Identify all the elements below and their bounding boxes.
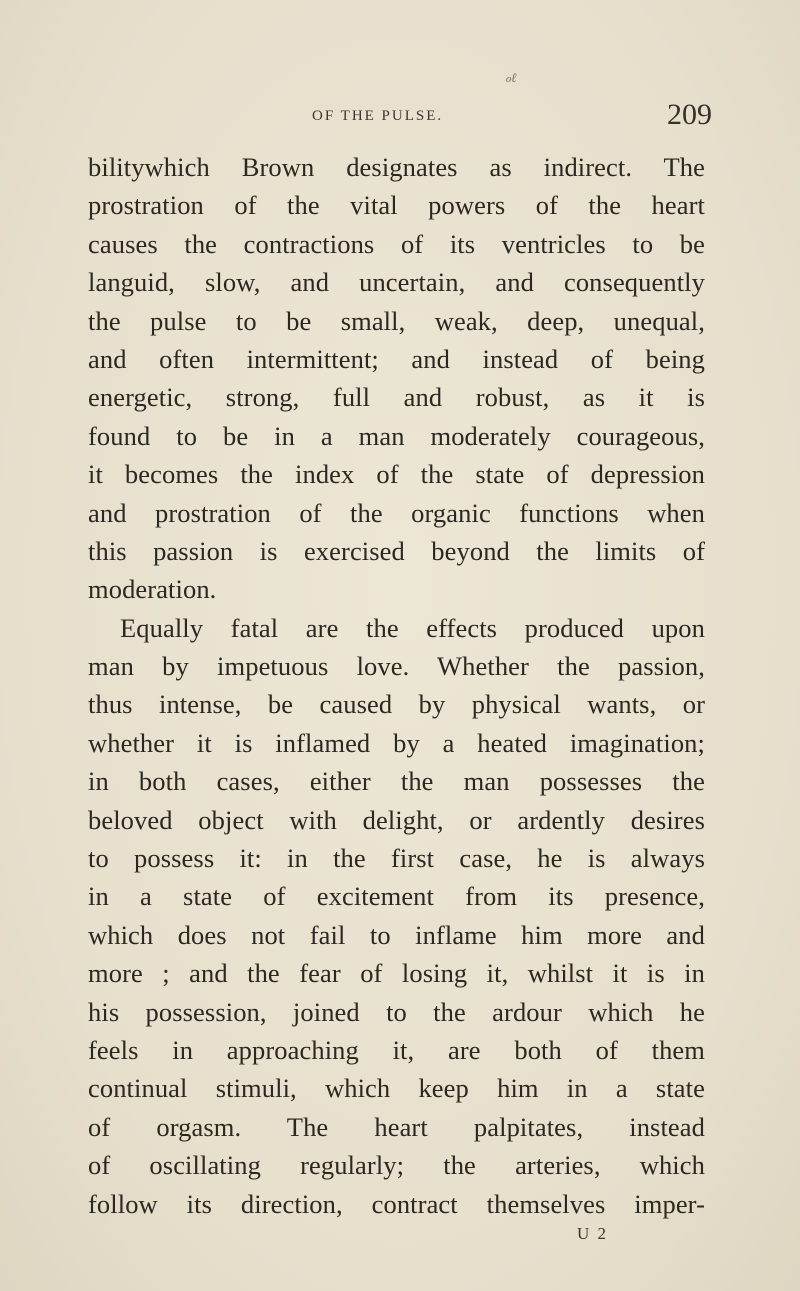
text-line: prostration of the vital powers of the heart: [88, 190, 705, 221]
text-line: his possession, joined to the ardour which he: [88, 996, 705, 1027]
signature-mark: U 2: [577, 1224, 609, 1243]
text-line: found to be in a man moderately courageous,: [88, 420, 705, 451]
text-line: more ; and the fear of losing it, whilst it is in: [88, 958, 705, 989]
text-line: whether it is inflamed by a heated imagination;: [88, 727, 705, 758]
text-line: continual stimuli, which keep him in a state: [88, 1073, 705, 1104]
marginal-mark: ℴℓ: [505, 71, 517, 86]
body-text: [88, 148, 705, 1223]
page-header: [0, 100, 800, 130]
text-line: energetic, strong, full and robust, as it is: [88, 382, 705, 413]
text-line: this passion is exercised beyond the limits of: [88, 535, 705, 566]
text-line: of oscillating regularly; the arteries, which: [88, 1150, 705, 1181]
text-line: of orgasm. The heart palpitates, instead: [88, 1111, 705, 1142]
text-line: to possess it: in the first case, he is always: [88, 843, 705, 874]
text-line: causes the contractions of its ventricles to be: [88, 228, 705, 259]
text-line: bilitywhich Brown designates as indirect. The: [88, 152, 705, 182]
page-number: 209: [667, 98, 712, 131]
text-line: languid, slow, and uncertain, and consequently: [88, 267, 705, 298]
text-line: it becomes the index of the state of depression: [88, 459, 705, 490]
text-line: man by impetuous love. Whether the passion,: [88, 651, 705, 682]
text-line: and often intermittent; and instead of being: [88, 343, 705, 374]
text-line: and prostration of the organic functions when: [88, 497, 705, 528]
text-line: beloved object with delight, or ardently desires: [88, 804, 705, 835]
running-head: OF THE PULSE.: [312, 108, 444, 124]
text-line: the pulse to be small, weak, deep, unequal,: [88, 305, 705, 336]
text-line: follow its direction, contract themselves imper-: [88, 1188, 705, 1219]
text-line: thus intense, be caused by physical wants, or: [88, 689, 705, 720]
text-line: feels in approaching it, are both of them: [88, 1034, 705, 1065]
paragraph-start-line: Equally fatal are the effects produced upon: [120, 612, 705, 643]
text-line: moderation.: [88, 574, 217, 605]
text-line: in both cases, either the man possesses the: [88, 766, 705, 797]
text-line: which does not fail to inflame him more and: [88, 919, 705, 950]
text-line: in a state of excitement from its presence,: [88, 881, 705, 912]
